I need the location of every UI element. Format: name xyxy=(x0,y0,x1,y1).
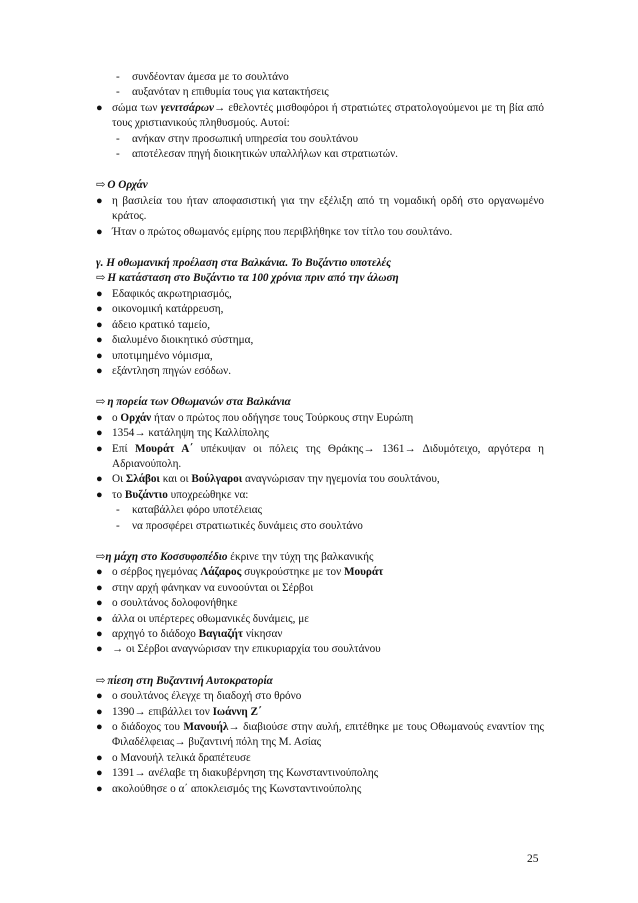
bullet-item: ● ο σέρβος ηγεμόνας Λάζαρος συγκρούστηκε με τον Μουράτ xyxy=(96,565,544,580)
section-heading: ⇨ Ο Ορχάν xyxy=(96,179,148,192)
bullet-icon: ● xyxy=(96,581,103,594)
bullet-icon: ● xyxy=(96,705,103,718)
section-heading: ⇨ η πορεία των Οθωμανών στα Βαλκάνια xyxy=(96,396,291,409)
dash-item: - αυξανόταν η επιθυμία τους για κατακτήσεις xyxy=(116,86,329,99)
bullet-icon: ● xyxy=(96,427,103,440)
bullet-item: ● 1391→ ανέλαβε τη διακυβέρνηση της Κωνσταντινούπολης xyxy=(96,766,544,781)
bullet-icon: ● xyxy=(96,364,103,377)
bullet-icon: ● xyxy=(96,334,103,347)
bullet-icon: ● xyxy=(96,597,103,610)
bullet-icon: ● xyxy=(96,303,103,316)
page-number: 25 xyxy=(527,853,539,865)
bullet-item: ● Ήταν ο πρώτος οθωμανός εμίρης που περιβλήθηκε τον τίτλο του σουλτάνο. xyxy=(96,225,544,240)
document-page xyxy=(96,70,544,797)
bullet-item: ● ο Ορχάν ήταν ο πρώτος που οδήγησε τους Τούρκους στην Ευρώπη xyxy=(96,411,544,426)
bullet-icon: ● xyxy=(96,349,103,362)
bullet-icon: ● xyxy=(96,767,103,780)
bullet-item: ● ο Μανουήλ τελικά δραπέτευσε xyxy=(96,751,544,766)
bullet-item: ● υποτιμημένο νόμισμα, xyxy=(96,349,544,364)
section-heading: ⇨η μάχη στο Κοσσυφοπέδιο έκρινε την τύχη της βαλκανικής xyxy=(96,550,374,563)
bullet-item: ● διαλυμένο διοικητικό σύστημα, xyxy=(96,333,544,348)
bullet-icon: ● xyxy=(96,690,103,703)
bullet-icon: ● xyxy=(96,751,103,764)
bullet-icon: ● xyxy=(96,473,103,486)
bullet-item: ● εξάντληση πηγών εσόδων. xyxy=(96,364,544,379)
bullet-item: ● το Βυζάντιο υποχρεώθηκε να: xyxy=(96,488,544,503)
bullet-item: ● άδειο κρατικό ταμείο, xyxy=(96,318,544,333)
bullet-item: ● η βασιλεία του ήταν αποφασιστική για την εξέλιξη από τη νομαδική ορδή στο οργανωμένο κράτος. xyxy=(96,194,544,223)
arrow-icon: ⇨ xyxy=(96,272,106,285)
bullet-icon: ● xyxy=(96,488,103,501)
bullet-icon: ● xyxy=(96,318,103,331)
section-heading: ⇨ Η κατάσταση στο Βυζάντιο τα 100 χρόνια πριν από την άλωση xyxy=(96,272,399,285)
bullet-icon: ● xyxy=(96,411,103,424)
dash-item: - ανήκαν στην προσωπική υπηρεσία του σουλτάνου xyxy=(116,132,359,145)
dash-item: - αποτέλεσαν πηγή διοικητικών υπαλλήλων και στρατιωτών. xyxy=(116,148,398,161)
bullet-icon: ● xyxy=(96,101,103,114)
bullet-item: ● Οι Σλάβοι και οι Βούλγαροι αναγνώρισαν την ηγεμονία του σουλτάνου, xyxy=(96,472,544,487)
arrow-icon: ⇨ xyxy=(96,550,106,563)
bullet-icon: ● xyxy=(96,628,103,640)
arrow-icon: ⇨ xyxy=(96,396,106,409)
bullet-icon: ● xyxy=(96,287,103,300)
chapter-title: γ. Η οθωμανική προέλαση στα Βαλκάνια. Το Βυζάντιο υποτελές xyxy=(96,257,392,270)
bullet-item: ● Εδαφικός ακρωτηριασμός, xyxy=(96,287,544,302)
bullet-item: ● σώμα των γενιτσάρων→ εθελοντές μισθοφόροι ή στρατιώτες στρατολογούμενοι με τη βία από τους χριστιανικούς πληθυσμούς. Αυτοί: xyxy=(96,101,544,130)
bullet-item: ● αρχηγό το διάδοχο Βαγιαζήτ νίκησαν xyxy=(96,627,544,642)
bullet-icon: ● xyxy=(96,782,103,795)
section-heading: ⇨ πίεση στη Βυζαντινή Αυτοκρατορία xyxy=(96,674,273,687)
bullet-icon: ● xyxy=(96,643,103,656)
bullet-item: ● ακολούθησε ο α΄ αποκλεισμός της Κωνσταντινούπολης xyxy=(96,782,544,797)
bullet-item: ● οικονομική κατάρρευση, xyxy=(96,302,544,317)
bullet-item: ● στην αρχή φάνηκαν να ευνοούνται οι Σέρβοι xyxy=(96,581,544,596)
bullet-icon: ● xyxy=(96,194,103,207)
dash-item: - συνδέονταν άμεσα με το σουλτάνο xyxy=(116,71,289,83)
bullet-icon: ● xyxy=(96,566,103,579)
bullet-icon: ● xyxy=(96,612,103,625)
bullet-icon: ● xyxy=(96,721,103,734)
arrow-icon: ⇨ xyxy=(96,179,106,192)
bullet-icon: ● xyxy=(96,225,103,238)
dash-item: - να προσφέρει στρατιωτικές δυνάμεις στο σουλτάνο xyxy=(116,519,363,532)
bullet-item: ● ο σουλτάνος έλεγχε τη διαδοχή στο θρόνο xyxy=(96,689,544,704)
bullet-item: ● ο σουλτάνος δολοφονήθηκε xyxy=(96,596,544,611)
arrow-icon: ⇨ xyxy=(96,674,106,687)
bullet-item: ● ο διάδοχος του Μανουήλ→ διαβιούσε στην αυλή, επιτέθηκε με τους Οθωμανούς εναντίον της Φιλαδέλφειας→ βυζαντινή πόλη της Μ. Ασίας xyxy=(96,721,544,749)
bullet-item: ● άλλα οι υπέρτερες οθωμανικές δυνάμεις, με xyxy=(96,612,544,627)
dash-item: - καταβάλλει φόρο υποτέλειας xyxy=(116,504,263,517)
bullet-item: ● 1390→ επιβάλλει τον Ιωάννη Ζ΄ xyxy=(96,705,544,720)
bullet-icon: ● xyxy=(96,442,103,455)
bullet-item: ● 1354→ κατάληψη της Καλλίπολης xyxy=(96,426,544,441)
bullet-item: ● → οι Σέρβοι αναγνώρισαν την επικυριαρχία του σουλτάνου xyxy=(96,642,544,657)
bullet-item: ● Επί Μουράτ Α΄ υπέκυψαν οι πόλεις της Θράκης→ 1361→ Διδυμότειχο, αργότερα η Αδριανούπολη. xyxy=(96,442,544,470)
